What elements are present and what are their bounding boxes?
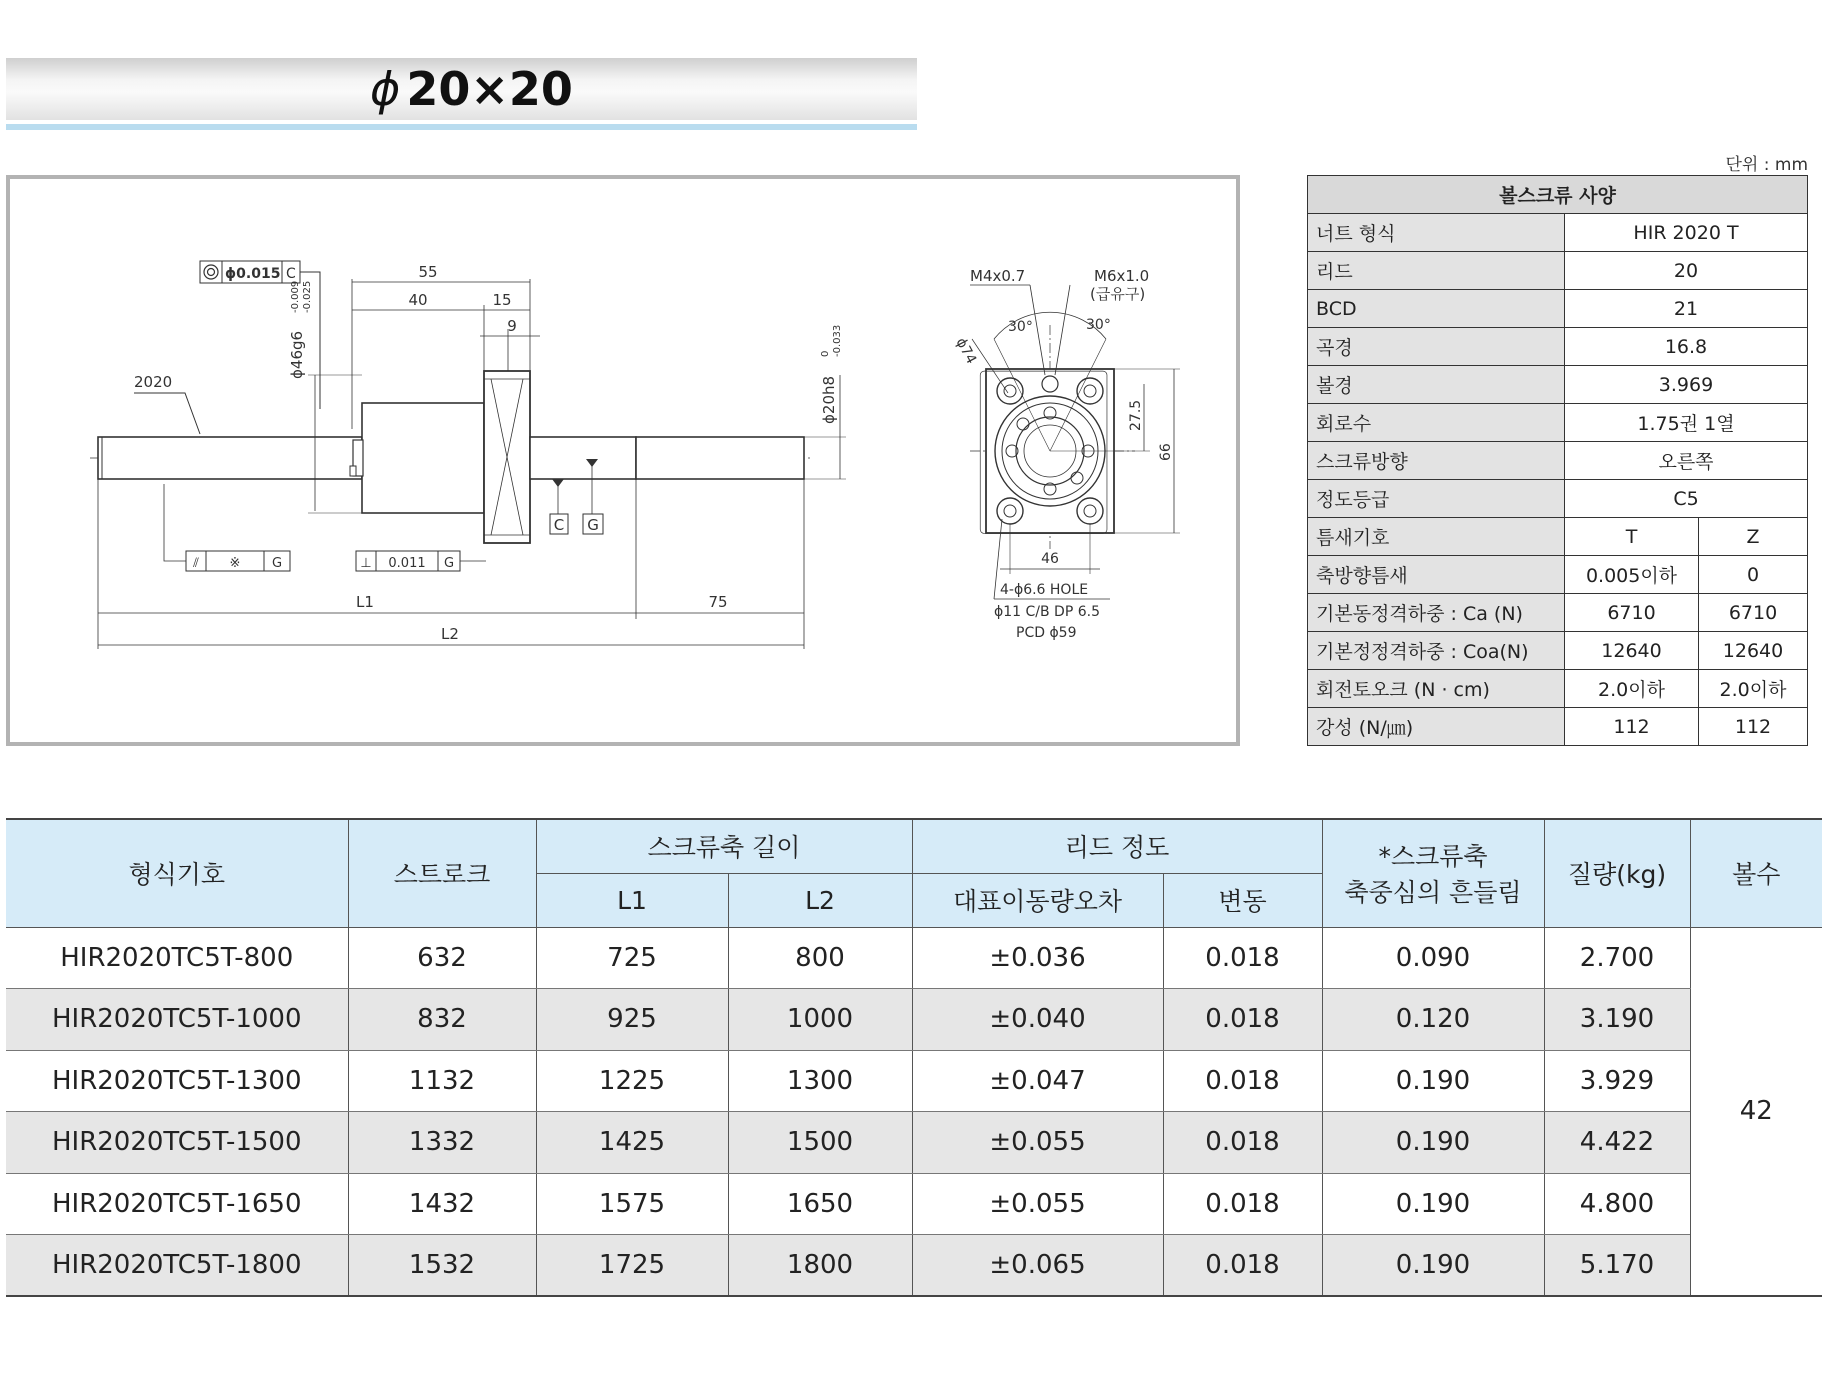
perpendicularity-symbol: ⊥: [360, 556, 372, 571]
dim-l2: L2: [441, 625, 459, 643]
table-row: HIR2020TC5T-1800 1532 1725 1800 ±0.065 0.018 0.190 5.170: [6, 1235, 1822, 1297]
datum-c: C: [553, 516, 565, 534]
hole-note-2: ϕ11 C/B DP 6.5: [994, 604, 1100, 620]
col-lead-accuracy: 리드 정도: [912, 819, 1322, 873]
m4-label: M4x0.7: [970, 267, 1026, 285]
col-model: 형식기호: [6, 819, 348, 927]
datum-g: G: [587, 516, 599, 534]
angle-label-1: 30°: [1008, 319, 1033, 335]
spec-row: 볼경 3.969: [1308, 366, 1808, 404]
spec-row: 너트 형식 HIR 2020 T: [1308, 214, 1808, 252]
svg-text:C: C: [286, 266, 296, 282]
spec-split-row: 기본정정격하중 : Coa(N) 12640 12640: [1308, 632, 1808, 670]
technical-drawing: [6, 175, 1240, 746]
col-l1: L1: [536, 873, 728, 927]
table-row: HIR2020TC5T-800 632 725 800 ±0.036 0.018 0.090 2.700 42: [6, 927, 1822, 989]
spec-row: 정도등급 C5: [1308, 480, 1808, 518]
spec-split-row: 기본동정격하중 : Ca (N) 6710 6710: [1308, 594, 1808, 632]
spec-header: 볼스크류 사양: [1308, 176, 1808, 214]
table-row: HIR2020TC5T-1300 1132 1225 1300 ±0.047 0.018 0.190 3.929: [6, 1050, 1822, 1112]
svg-text:G: G: [271, 556, 283, 571]
col-runout: [1322, 819, 1544, 927]
spec-row: 회로수 1.75권 1열: [1308, 404, 1808, 442]
col-shaft-length: 스크류축 길이: [536, 819, 912, 873]
title-size: 20×20: [406, 62, 573, 116]
phi-symbol: ϕ: [370, 62, 401, 116]
page-title: [370, 64, 573, 114]
col-stroke: 스트로크: [348, 819, 536, 927]
table-row: HIR2020TC5T-1000 832 925 1000 ±0.040 0.018 0.120 3.190: [6, 989, 1822, 1051]
dim-46: 46: [1041, 551, 1059, 567]
svg-text:-0.009: -0.009: [290, 280, 301, 313]
dim-15: 15: [492, 291, 512, 309]
runout-header-line1: *스크류축: [1378, 842, 1488, 872]
runout-symbol: ⫽: [193, 556, 199, 571]
dim-75: 75: [708, 593, 728, 611]
spec-split-row: 강성 (N/㎛) 112 112: [1308, 708, 1808, 746]
nut-body: [362, 403, 484, 513]
grease-port-label: (급유구): [1090, 285, 1146, 303]
dim-55: 55: [418, 263, 438, 281]
table-row: HIR2020TC5T-1500 1332 1425 1500 ±0.055 0.018 0.190 4.422: [6, 1112, 1822, 1174]
hole-note-3: PCD ϕ59: [1016, 625, 1077, 641]
dim-27-5: 27.5: [1128, 399, 1144, 431]
spec-split-row: 틈새기호 T Z: [1308, 518, 1808, 556]
spec-row: BCD 21: [1308, 290, 1808, 328]
model-ref-label: 2020: [134, 373, 173, 391]
model-table: [6, 818, 1822, 1297]
col-l2: L2: [728, 873, 912, 927]
col-mass: 질량(kg): [1544, 819, 1690, 927]
angle-label-2: 30°: [1086, 317, 1111, 333]
shaft-left: [98, 437, 362, 479]
dim-40: 40: [408, 291, 428, 309]
hole-note-1: 4-ϕ6.6 HOLE: [1000, 582, 1089, 598]
dim-66: 66: [1158, 443, 1174, 461]
m6-label: M6x1.0: [1094, 267, 1150, 285]
svg-text:※: ※: [229, 556, 241, 571]
unit-label: 단위 : mm: [1725, 155, 1808, 175]
svg-text:G: G: [443, 556, 455, 571]
col-variation: 변동: [1163, 873, 1322, 927]
shaft-dia-label: ϕ20h8: [820, 375, 838, 424]
svg-text:0.011: 0.011: [388, 556, 426, 571]
dim-l1: L1: [356, 593, 374, 611]
spec-row: 리드 20: [1308, 252, 1808, 290]
title-underline: [6, 124, 917, 130]
spec-split-row: 축방향틈새 0.005이하 0: [1308, 556, 1808, 594]
shaft-right: [530, 437, 636, 479]
col-rep-error: 대표이동량오차: [912, 873, 1163, 927]
spec-row: 스크류방향 오른쪽: [1308, 442, 1808, 480]
drawing-svg: [10, 179, 1236, 742]
spec-table: [1307, 175, 1808, 746]
spec-split-row: 회전토오크 (N · cm) 2.0이하 2.0이하: [1308, 670, 1808, 708]
svg-text:-0.033: -0.033: [832, 324, 843, 357]
phi74-label: ϕ74: [952, 335, 980, 367]
flange-dia-label: ϕ46g6: [288, 330, 306, 379]
spec-row: 곡경 16.8: [1308, 328, 1808, 366]
runout-header-line2: 축중심의 흔들림: [1344, 878, 1522, 908]
svg-text:0: 0: [820, 350, 831, 357]
concentricity-label: ϕ0.015: [225, 266, 281, 282]
balls-count: 42: [1690, 927, 1822, 1296]
col-balls: 볼수: [1690, 819, 1822, 927]
table-row: HIR2020TC5T-1650 1432 1575 1650 ±0.055 0.018 0.190 4.800: [6, 1173, 1822, 1235]
svg-text:-0.025: -0.025: [302, 280, 313, 313]
dim-9: 9: [507, 317, 517, 335]
shaft-journal: [636, 437, 804, 479]
